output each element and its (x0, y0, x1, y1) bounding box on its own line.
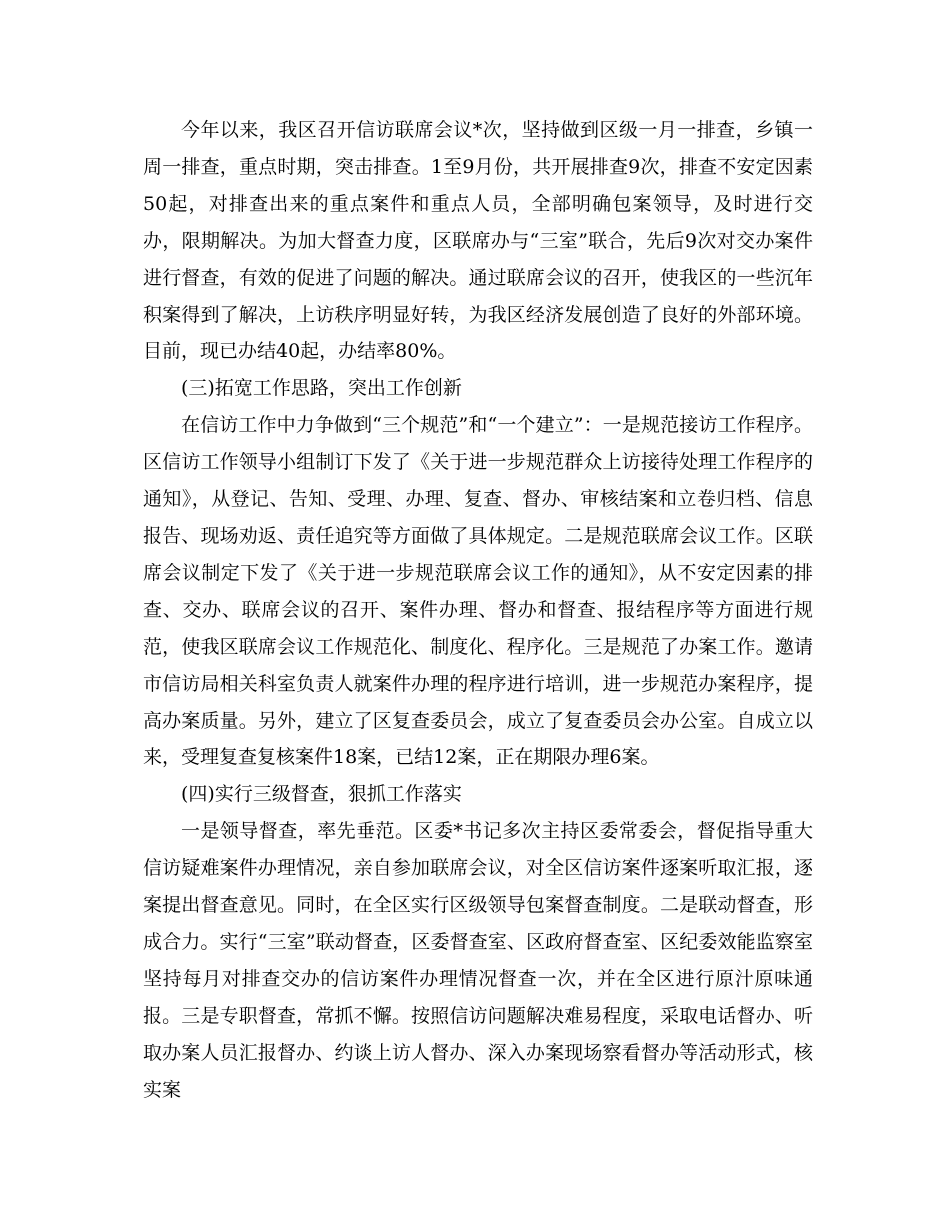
paragraph-work-innovation: 在信访工作中力争做到“三个规范”和“一个建立”：一是规范接访工作程序。区信访工作领导小组制订下发了《关于进一步规范群众上访接待处理工作程序的通知》，从登记、告知、受理、办理、复查、督办、审核结案和立卷归档、信息报告、现场劝返、责任追究等方面做了具体规定。二是规范联席会议工作。区联席会议制定下发了《关于进一步规范联席会议工作的通知》，从不安定因素的排查、交办、联席会议的召开、案件办理、督办和督查、报结程序等方面进行规范，使我区联席会议工作规范化、制度化、程序化。三是规范了办案工作。邀请市信访局相关科室负责人就案件办理的程序进行培训，进一步规范办案程序，提高办案质量。另外，建立了区复查委员会，成立了复查委员会办公室。自成立以来，受理复查复核案件18案，已结12案，正在期限办理6案。 (143, 414, 813, 769)
paragraph-petition-meetings: 今年以来，我区召开信访联席会议*次，坚持做到区级一月一排查，乡镇一周一排查，重点时期，突击排查。1至9月份，共开展排查9次，排查不安定因素50起，对排查出来的重点案件和重点人员，全部明确包案领导，及时进行交办，限期解决。为加大督查力度，区联席办与“三室”联合，先后9次对交办案件进行督查，有效的促进了问题的解决。通过联席会议的召开，使我区的一些沉年积案得到了解决，上访秩序明显好转，为我区经济发展创造了良好的外部环境。目前，现已办结40起，办结率80%。 (143, 119, 813, 363)
section-heading-four: (四)实行三级督查，狠抓工作落实 (181, 783, 462, 806)
section-heading-three: (三)拓宽工作思路，突出工作创新 (181, 377, 462, 400)
paragraph-three-level-supervision: 一是领导督查，率先垂范。区委*书记多次主持区委常委会，督促指导重大信访疑难案件办理情况，亲自参加联席会议，对全区信访案件逐案听取汇报，逐案提出督查意见。同时，在全区实行区级领导包案督查制度。二是联动督查，形成合力。实行“三室”联动督查，区委督查室、区政府督查室、区纪委效能监察室坚持每月对排查交办的信访案件办理情况督查一次，并在全区进行原汁原味通报。三是专职督查，常抓不懈。按照信访问题解决难易程度，采取电话督办、听取办案人员汇报督办、约谈上访人督办、深入办案现场察看督办等活动形式，核实案 (143, 820, 813, 1101)
document-page (143, 112, 813, 1108)
